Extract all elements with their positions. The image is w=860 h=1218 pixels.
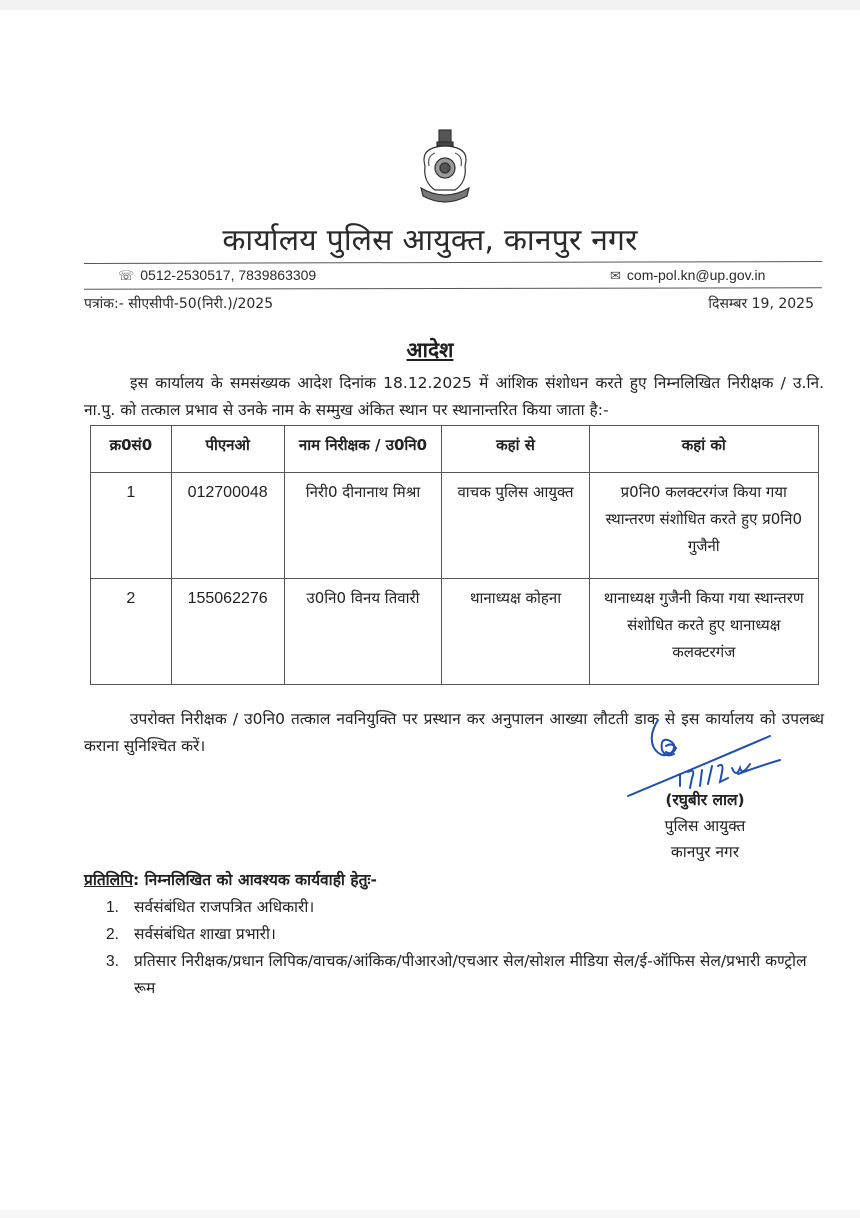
table-row <box>91 473 819 579</box>
copy-heading-text: : निम्नलिखित को आवश्यक कार्यवाही हेतुः- <box>133 871 377 889</box>
police-emblem-icon <box>415 126 475 208</box>
col-name: नाम निरीक्षक / उ0नि0 <box>284 426 442 473</box>
cell-serial: 2 <box>91 579 172 685</box>
office-title: कार्यालय पुलिस आयुक्त, कानपुर नगर <box>222 223 638 258</box>
col-to: कहां को <box>589 426 818 473</box>
list-item <box>84 921 824 948</box>
cell-from: वाचक पुलिस आयुक्त <box>442 473 589 579</box>
list-number: 3. <box>106 953 119 970</box>
transfer-table <box>90 425 819 685</box>
phone-contact <box>118 267 316 284</box>
cell-name: उ0नि0 विनय तिवारी <box>284 579 442 685</box>
top-edge <box>0 0 860 10</box>
cell-pno: 155062276 <box>171 579 284 685</box>
compliance-instruction: उपरोक्त निरीक्षक / उ0नि0 तत्काल नवनियुक्ति पर प्रस्थान कर अनुपालन आख्या लौटती डाक से इस कार्यालय को उपलब्ध कराना सुनिश्चित करें। <box>84 710 824 755</box>
phone-number: 0512-2530517, 7839863309 <box>140 267 317 283</box>
signatory-designation: पुलिस आयुक्त <box>664 817 746 835</box>
order-intro: इस कार्यालय के समसंख्यक आदेश दिनांक 18.12.2025 में आंशिक संशोधन करते हुए निम्नलिखित निरीक्षक / उ.नि. ना.पु. को तत्काल प्रभाव से उनके नाम के सम्मुख अंकित स्थान पर स्थानान्तरित किया जाता है:- <box>84 374 824 419</box>
header-divider <box>84 261 822 264</box>
cell-to: थानाध्यक्ष गुजैनी किया गया स्थान्तरण संशोधित करते हुए थानाध्यक्ष कलक्टरगंज <box>589 579 818 685</box>
list-item <box>84 894 824 921</box>
telephone-icon: ☏ <box>118 268 135 283</box>
email-address: com-pol.kn@up.gov.in <box>626 267 766 283</box>
table-header-row <box>91 426 819 473</box>
col-pno: पीएनओ <box>171 426 284 473</box>
contact-divider <box>84 287 822 290</box>
list-item <box>84 948 824 1002</box>
col-serial: क्र0सं0 <box>91 426 172 473</box>
list-text: प्रतिसार निरीक्षक/प्रधान लिपिक/वाचक/आंकिक/पीआरओ/एचआर सेल/सोशल मीडिया सेल/ई-ऑफिस सेल/प्रभारी कण्ट्रोल रूम <box>134 952 807 997</box>
list-number: 2. <box>106 926 119 943</box>
col-from: कहां से <box>442 426 589 473</box>
cell-name: निरी0 दीनानाथ मिश्रा <box>284 473 442 579</box>
order-heading: आदेश <box>406 338 454 362</box>
copy-recipient-list <box>84 894 824 1002</box>
issue-date: दिसम्बर 19, 2025 <box>708 296 814 312</box>
cell-pno: 012700048 <box>171 473 284 579</box>
copy-to-heading <box>84 868 377 890</box>
signatory-city: कानपुर नगर <box>670 843 740 861</box>
email-contact <box>610 267 765 284</box>
list-text: सर्वसंबंधित राजपत्रित अधिकारी। <box>134 898 315 916</box>
cell-from: थानाध्यक्ष कोहना <box>442 579 589 685</box>
table-row <box>91 579 819 685</box>
envelope-icon: ✉ <box>610 268 621 283</box>
cell-serial: 1 <box>91 473 172 579</box>
reference-number: पत्रांक:- सीएसीपी-50(निरी.)/2025 <box>84 296 274 312</box>
signatory-name: (रघुबीर लाल) <box>665 791 745 809</box>
list-number: 1. <box>106 899 119 916</box>
list-text: सर्वसंबंधित शाखा प्रभारी। <box>134 925 276 943</box>
copy-label: प्रतिलिपि <box>84 871 134 889</box>
bottom-edge <box>0 1210 860 1218</box>
cell-to: प्र0नि0 कलक्टरगंज किया गया स्थान्तरण संशोधित करते हुए प्र0नि0 गुजैनी <box>589 473 818 579</box>
